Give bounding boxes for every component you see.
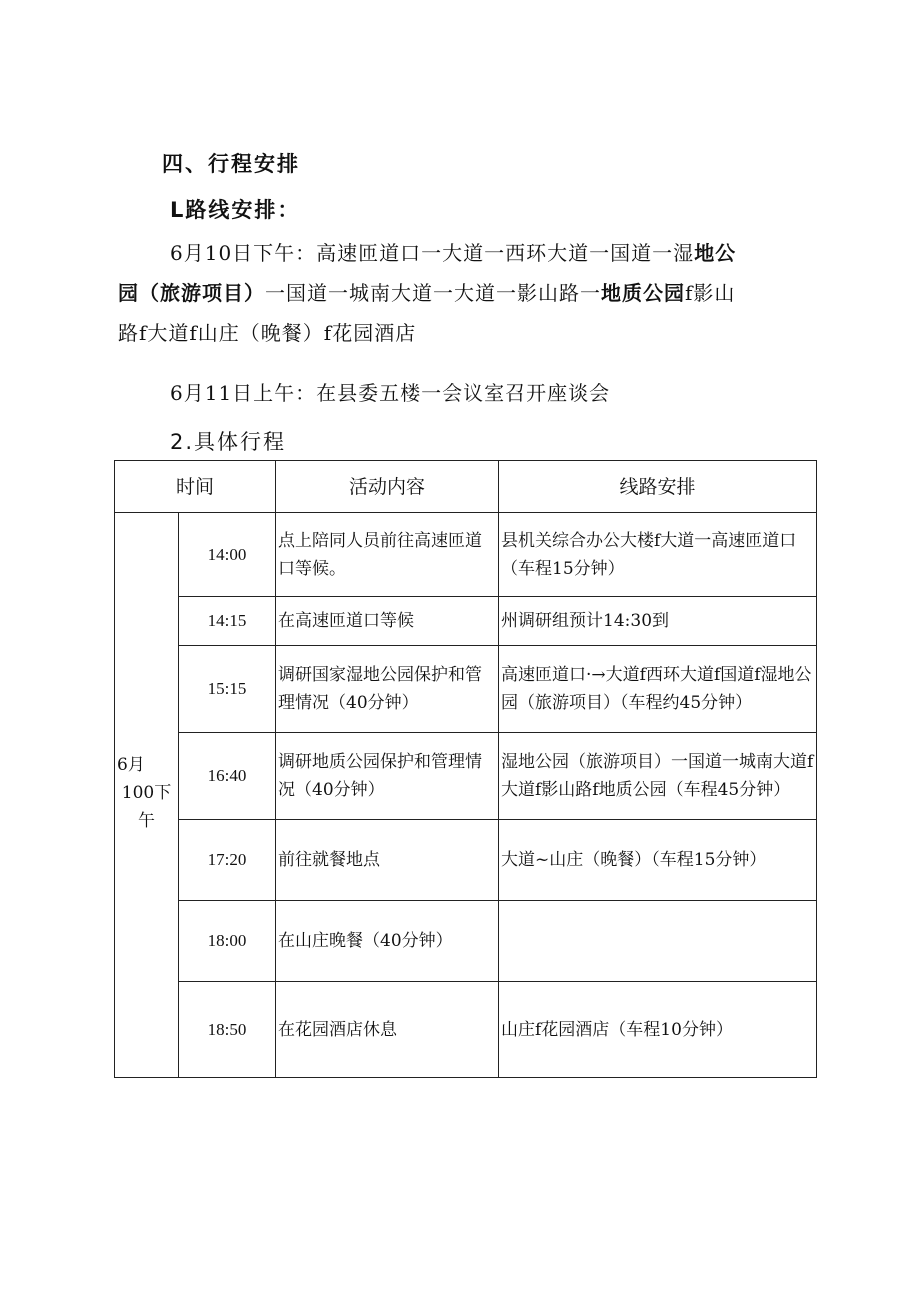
- header-time: 时间: [115, 461, 276, 513]
- route-day1-paragraph: [118, 233, 818, 353]
- detail-heading: 2.具体行程: [170, 430, 287, 454]
- activity-cell: 调研国家湿地公园保护和管理情况（40分钟）: [276, 646, 499, 733]
- route-cell: 湿地公园（旅游项目）一国道一城南大道f大道f影山路f地质公园（车程45分钟）: [499, 733, 817, 820]
- header-activity: 活动内容: [276, 461, 499, 513]
- time-cell: 18:00: [179, 901, 276, 982]
- time-cell: 14:00: [179, 513, 276, 597]
- activity-cell: 在高速匝道口等候: [276, 597, 499, 646]
- date-cell: [115, 513, 179, 1078]
- table-row: [115, 901, 817, 982]
- activity-cell: 在花园酒店休息: [276, 982, 499, 1078]
- time-cell: 17:20: [179, 820, 276, 901]
- table-row: [115, 982, 817, 1078]
- route-cell: 山庄f花园酒店（车程10分钟）: [499, 982, 817, 1078]
- schedule-table: [114, 460, 817, 1078]
- route-day1-prefix: 6月10日下午：高速匝道口一大道一西环大道一国道一湿: [170, 241, 695, 265]
- date-line-3: 午: [138, 811, 155, 831]
- date-line-1: 6月: [117, 755, 145, 775]
- route-day1-bold1: 地公: [694, 241, 737, 265]
- route-day1-bold2: 地质公园: [601, 281, 685, 305]
- activity-cell: 调研地质公园保护和管理情况（40分钟）: [276, 733, 499, 820]
- route-day1-line2-end: f影山: [685, 281, 736, 305]
- route-cell: 高速匝道口·→大道f西环大道f国道f湿地公园（旅游项目）（车程约45分钟）: [499, 646, 817, 733]
- table-row: [115, 646, 817, 733]
- section-title: 四、行程安排: [162, 152, 300, 176]
- route-day1-middle: 一国道一城南大道一大道一影山路一: [265, 281, 601, 305]
- route-cell: 县机关综合办公大楼f大道一高速匝道口（车程15分钟）: [499, 513, 817, 597]
- table-row: [115, 733, 817, 820]
- route-cell: 大道~山庄（晚餐）（车程15分钟）: [499, 820, 817, 901]
- route-day1-line2-start: 园（旅游项目）: [118, 281, 265, 305]
- table-header-row: [115, 461, 817, 513]
- route-day2: 6月11日上午：在县委五楼一会议室召开座谈会: [170, 381, 611, 405]
- route-cell: 州调研组预计14:30到: [499, 597, 817, 646]
- table-row: [115, 513, 817, 597]
- route-cell: [499, 901, 817, 982]
- time-cell: 18:50: [179, 982, 276, 1078]
- activity-cell: 前往就餐地点: [276, 820, 499, 901]
- activity-cell: 在山庄晚餐（40分钟）: [276, 901, 499, 982]
- table-row: [115, 820, 817, 901]
- table-row: [115, 597, 817, 646]
- time-cell: 16:40: [179, 733, 276, 820]
- time-cell: 14:15: [179, 597, 276, 646]
- route-day1-line3: 路f大道f山庄（晚餐）f花园酒店: [118, 321, 417, 345]
- activity-cell: 点上陪同人员前往高速匝道口等候。: [276, 513, 499, 597]
- route-day2-paragraph: [118, 373, 818, 413]
- time-cell: 15:15: [179, 646, 276, 733]
- date-line-2: 100下: [121, 783, 172, 803]
- header-route: 线路安排: [499, 461, 817, 513]
- route-heading: L路线安排：: [170, 198, 301, 222]
